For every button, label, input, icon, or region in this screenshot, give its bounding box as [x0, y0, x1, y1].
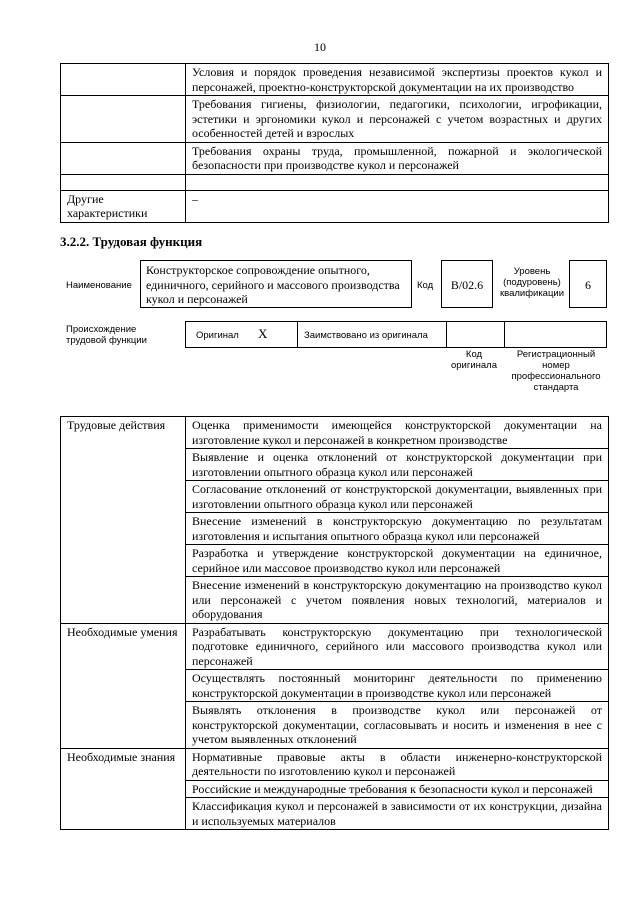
table-cell-text: Разрабатывать конструкторскую документацию при технологической подготовке единичного, серийного или массового производства кукол или персонажей: [186, 623, 609, 670]
table-cell-text: Оценка применимости имеющейся конструкторской документации на изготовление кукол и персонажей в конкретном производстве: [186, 417, 609, 449]
table-cell-text: Выявлять отклонения в производстве кукол или персонажей от конструкторской документации, согласовывать и носить и изменения в нее с учетом выявленных отклонений: [186, 702, 609, 749]
table-cell-text: [186, 174, 609, 190]
table-row: [61, 748, 609, 780]
registration-number-caption: Регистрационный номер профессионального стандарта: [511, 349, 601, 393]
table-cell-label: [61, 96, 186, 143]
section-heading: 3.2.2. Трудовая функция: [60, 234, 203, 249]
table-row: [61, 417, 609, 449]
other-characteristics-label: Другие характеристики: [61, 190, 186, 222]
origin-box: [185, 321, 607, 348]
section-label: Необходимые знания: [61, 748, 186, 830]
table-cell-label: [61, 174, 186, 190]
labor-function-table: [60, 416, 609, 830]
table-cell-text: Внесение изменений в конструкторскую документацию по результатам изготовления и испытания опытного образца кукол или персонажей: [186, 513, 609, 545]
origin-label: Происхождение трудовой функции: [66, 324, 147, 346]
level-label: Уровень (подуровень) квалификации: [499, 266, 565, 299]
function-name: Конструкторское сопровождение опытного, единичного, серийного и массового производства кукол и персонажей: [146, 263, 400, 306]
table-cell-text: Классификация кукол и персонажей в зависимости от их конструкции, дизайна и используемых материалов: [186, 798, 609, 830]
table-cell-text: Нормативные правовые акты в области инженерно-конструкторской деятельности по изготовлению кукол и персонажей: [186, 748, 609, 780]
qualification-level: 6: [585, 278, 591, 292]
table-row: [61, 64, 609, 96]
function-code-box: [441, 260, 493, 308]
other-characteristics-value: –: [186, 190, 609, 222]
code-label: Код: [417, 280, 434, 291]
borrowed-label: Заимствовано из оригинала: [304, 330, 428, 341]
section-label: Трудовые действия: [61, 417, 186, 624]
function-name-box: [140, 260, 412, 308]
name-label: Наименование: [66, 280, 132, 291]
table-cell-label: [61, 64, 186, 96]
table-cell-text: Осуществлять постоянный мониторинг деятельности по применению конструкторской документации в производстве кукол или персонажей: [186, 670, 609, 702]
table-cell-text: Требования гигиены, физиологии, педагогики, психологии, игрофикации, эстетики и эргономики кукол и персонажей с учетом возрастных и других особенностей детей и взрослых: [186, 96, 609, 143]
table-row: [61, 623, 609, 670]
table-cell-text: Требования охраны труда, промышленной, пожарной и экологической безопасности при производстве кукол и персонажей: [186, 142, 609, 174]
table-row: [61, 190, 609, 222]
table-row: [61, 96, 609, 143]
top-table: [60, 63, 609, 223]
original-label: Оригинал: [196, 330, 239, 341]
table-cell-label: [61, 142, 186, 174]
table-cell-text: Условия и порядок проведения независимой экспертизы проектов кукол и персонажей, проектно-конструкторской документации на их производство: [186, 64, 609, 96]
table-cell-text: Согласование отклонений от конструкторской документации, выявленных при изготовлении опытного образца кукол или персонажей: [186, 481, 609, 513]
section-label: Необходимые умения: [61, 623, 186, 748]
original-code-caption: Код оригинала: [450, 349, 497, 371]
table-row: [61, 174, 609, 190]
table-cell-text: Российские и международные требования к безопасности кукол и персонажей: [186, 780, 609, 798]
table-cell-text: Разработка и утверждение конструкторской документации на единичное, серийное или массовое производство кукол или персонажей: [186, 545, 609, 577]
qualification-level-box: [569, 260, 607, 308]
page-number: 10: [314, 40, 326, 54]
table-cell-text: Выявление и оценка отклонений от конструкторской документации при изготовлении опытного образца кукол или персонажей: [186, 449, 609, 481]
table-row: [61, 142, 609, 174]
table-cell-text: Внесение изменений в конструкторскую документацию на производство кукол или персонажей с учетом появления новых технологий, материалов и оборудования: [186, 577, 609, 624]
original-mark: X: [258, 326, 268, 341]
function-code: B/02.6: [450, 278, 484, 292]
